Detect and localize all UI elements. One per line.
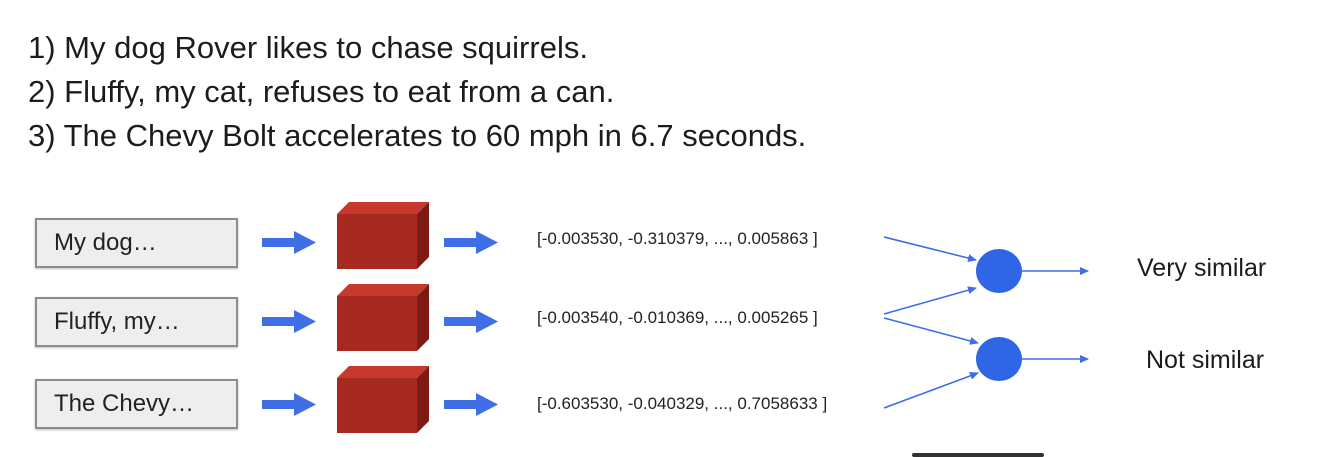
sentence-1: 1) My dog Rover likes to chase squirrels. bbox=[28, 30, 588, 65]
embedding-vector-2: [-0.003540, -0.010369, ..., 0.005265 ] bbox=[537, 308, 818, 327]
model-cube-icon bbox=[337, 202, 429, 269]
sentence-2: 2) Fluffy, my cat, refuses to eat from a can. bbox=[28, 74, 615, 109]
input-box-fluffy: Fluffy, my… bbox=[35, 297, 238, 347]
thick-arrow-icon bbox=[262, 310, 316, 333]
connector-arrow bbox=[884, 237, 976, 260]
thick-arrow-icon bbox=[444, 231, 498, 254]
input-box-dog: My dog… bbox=[35, 218, 238, 268]
result-very-similar: Very similar bbox=[1137, 254, 1267, 282]
embedding-vector-3: [-0.603530, -0.040329, ..., 0.7058633 ] bbox=[537, 394, 828, 413]
input-box-chevy: The Chevy… bbox=[35, 379, 238, 429]
model-cube-icon bbox=[337, 284, 429, 351]
result-not-similar: Not similar bbox=[1146, 346, 1265, 374]
thick-arrow-icon bbox=[262, 231, 316, 254]
connector-arrow bbox=[884, 373, 978, 408]
compare-node bbox=[976, 249, 1022, 293]
model-cube-icon bbox=[337, 366, 429, 433]
connector-arrow bbox=[884, 288, 976, 314]
cropped-label-fragment bbox=[912, 453, 1044, 457]
thick-arrow-icon bbox=[444, 393, 498, 416]
connector-arrow bbox=[884, 318, 978, 343]
sentence-3: 3) The Chevy Bolt accelerates to 60 mph in 6.7 seconds. bbox=[28, 118, 807, 153]
embedding-vector-1: [-0.003530, -0.310379, ..., 0.005863 ] bbox=[537, 229, 818, 248]
compare-node bbox=[976, 337, 1022, 381]
thick-arrow-icon bbox=[262, 393, 316, 416]
thick-arrow-icon bbox=[444, 310, 498, 333]
